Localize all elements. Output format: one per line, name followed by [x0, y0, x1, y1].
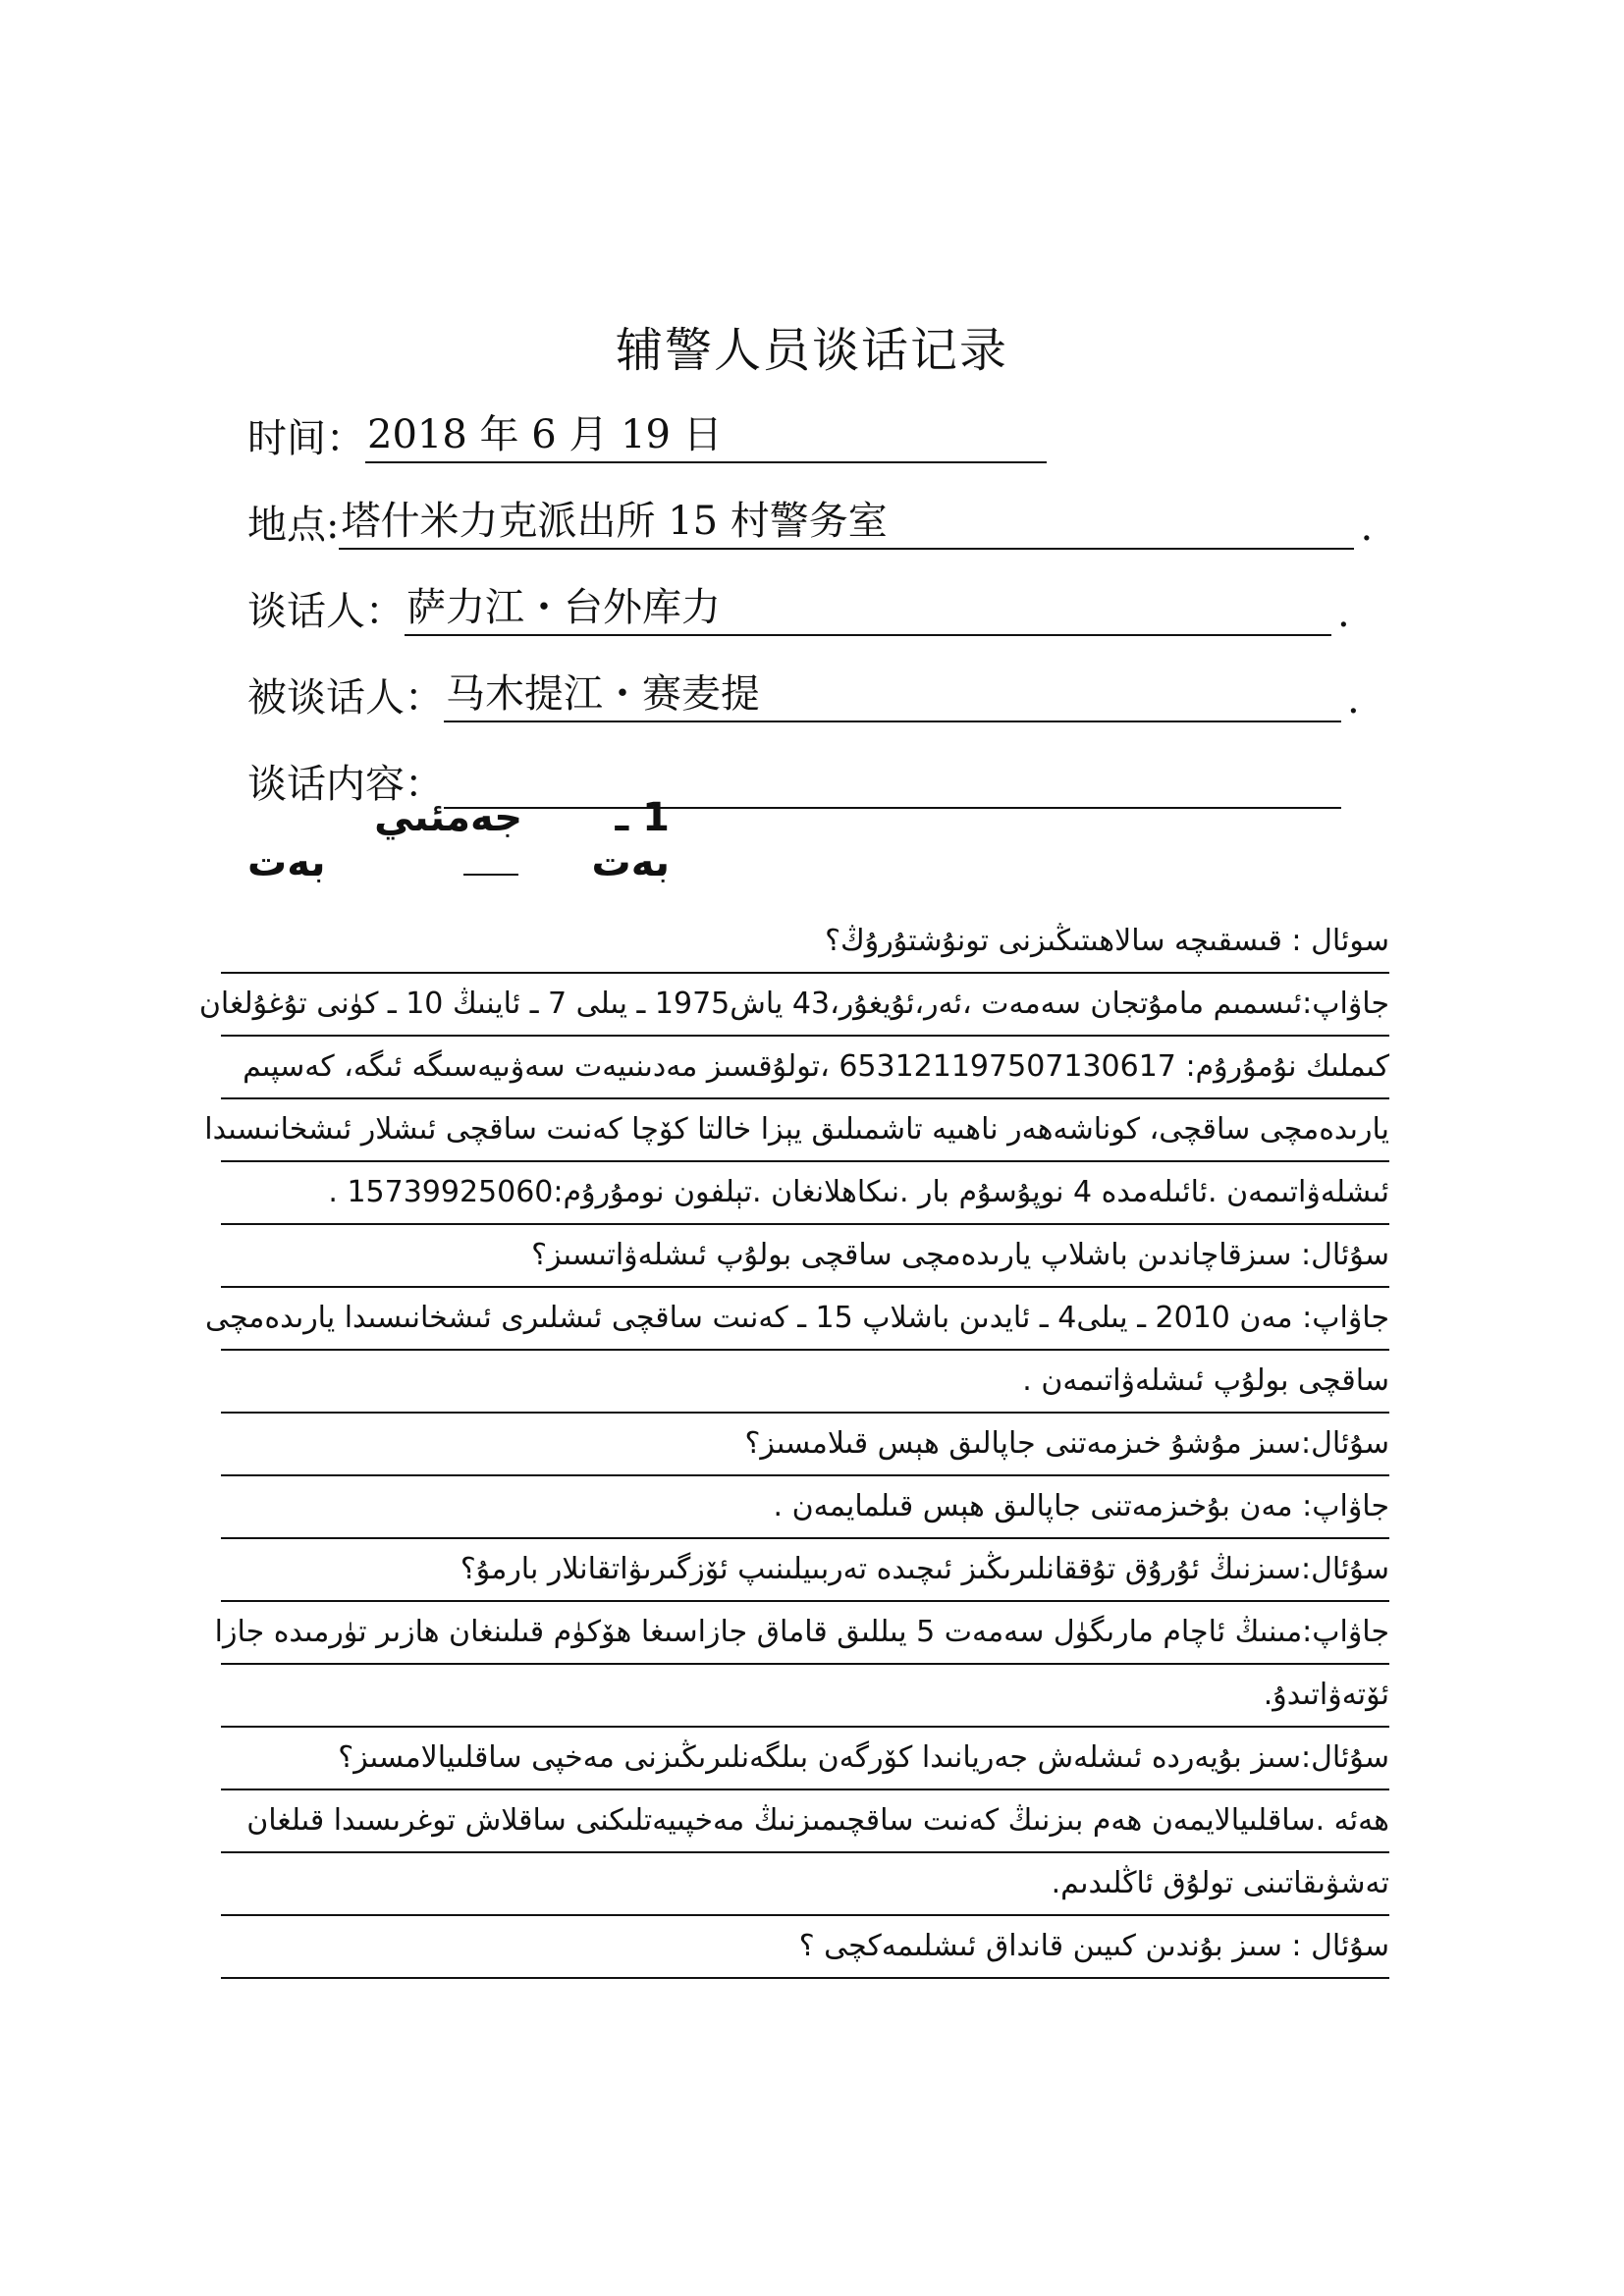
qa-line: سۇئال : سىز بۇندىن كىيىن قانداق ئىشلىمەكچى ؟	[221, 1916, 1389, 1979]
interviewee-value: 马木提江・赛麦提	[444, 671, 1341, 722]
qa-line: يارىدەمچى ساقچى، كوناشەھەر ناھىيە تاشمىلىق يېزا خالتا كۆچا كەنىت ساقچى ئىشلار ئىشخانىسىدا	[221, 1099, 1389, 1162]
interviewer-end-mark: .	[1337, 591, 1350, 636]
qa-line: جاۋاپ: مەن بۇخىزمەتنى جاپالىق ھېس قىلمايمەن .	[221, 1476, 1389, 1539]
interviewee-end-mark: .	[1347, 677, 1360, 722]
time-label: 时间：	[247, 416, 365, 461]
qa-line: كىملىك نۇمۇرۇم: 653121197507130617 ،تولۇقسىز مەدىنىيەت سەۋىيەسىگە ئىگە، كەسپىم	[221, 1037, 1389, 1099]
qa-line: سۇئال:سىز مۇشۇ خىزمەتنى جاپالىق ھېس قىلامسىز؟	[221, 1414, 1389, 1476]
interviewer-value: 萨力江・台外库力	[405, 585, 1331, 636]
page-indicator-part3: بەت	[247, 840, 326, 885]
place-label: 地点:	[247, 503, 340, 548]
place-value: 塔什米力克派出所 15 村警务室	[339, 499, 1354, 550]
meta-place-row	[247, 491, 1373, 550]
place-end-mark: .	[1360, 505, 1374, 550]
meta-interviewee-row	[247, 664, 1360, 722]
qa-line: سۇئال:سىزنىڭ ئۇرۇق تۇققانلىرىڭىز ئىچىدە تەربىيلىنىپ ئۆزگىرىۋاتقانلار بارمۇ؟	[221, 1539, 1389, 1602]
qa-line: سۇئال:سىز بۇيەردە ئىشلەش جەريانىدا كۆرگەن بىلگەنلىرىڭىزنى مەخپى ساقلىيالامسىز؟	[221, 1728, 1389, 1790]
time-value: 2018 年 6 月 19 日	[365, 412, 1047, 463]
qa-line: جاۋاپ:ئىسمىم مامۇتجان سەمەت ،ئەر،ئۇيغۇر،43 ياش1975 ـ يىلى 7 ـ ئاينىڭ 10 ـ كۈنى تۇغۇلغان	[221, 974, 1389, 1037]
meta-interviewer-row	[247, 577, 1350, 636]
page-indicator-part2: جەمئىي	[360, 795, 522, 885]
interviewer-label: 谈话人：	[247, 589, 405, 634]
page-indicator	[247, 795, 670, 885]
qa-line: ھەئە .ساقلىيالايمەن ھەم بىزنىڭ كەنىت ساقچىمىزنىڭ مەخپىيەتلىكنى ساقلاش توغرىسىدا قىلغان	[221, 1790, 1389, 1853]
qa-line: ئىشلەۋاتىمەن .ئائىلەمدە 4 نوپۇسۇم بار .نىكاھلانغان .تېلفون نومۇرۇم:15739925060 .	[221, 1162, 1389, 1225]
qa-line: ساقچى بولۇپ ئىشلەۋاتىمەن .	[221, 1351, 1389, 1414]
meta-time-row	[247, 404, 1047, 463]
qa-line: جاۋاپ: مەن 2010 ـ يىلى4 ـ ئايدىن باشلاپ 15 ـ كەنىت ساقچى ئىشلىرى ئىشخانىسىدا يارىدەمچى	[221, 1288, 1389, 1351]
document-title: 辅警人员谈话记录	[615, 323, 1008, 378]
qa-transcript	[198, 911, 1389, 1979]
qa-line: تەشۋىقاتىنى تولۇق ئاڭلىدىم.	[221, 1853, 1389, 1916]
interviewee-label: 被谈话人：	[247, 675, 444, 721]
qa-line: سۇئال: سىزقاچاندىن باشلاپ يارىدەمچى ساقچى بولۇپ ئىشلەۋاتىسىز؟	[221, 1225, 1389, 1288]
qa-line: ئۆتەۋاتىدۇ.	[221, 1665, 1389, 1728]
content-label: 谈话内容：	[247, 762, 444, 807]
qa-line: جاۋاپ:مىنىڭ ئاچام مارىگۈل سەمەت 5 يىللىق قاماق جازاسىغا ھۆكۈم قىلىنغان ھازىر تۈرمىدە جازا	[221, 1602, 1389, 1665]
page-indicator-part1: 1 ـ بەت	[591, 795, 670, 885]
qa-line: سوئال : قىسقىچە سالاھىتىڭىزنى تونۇشتۇرۇڭ؟	[221, 911, 1389, 974]
